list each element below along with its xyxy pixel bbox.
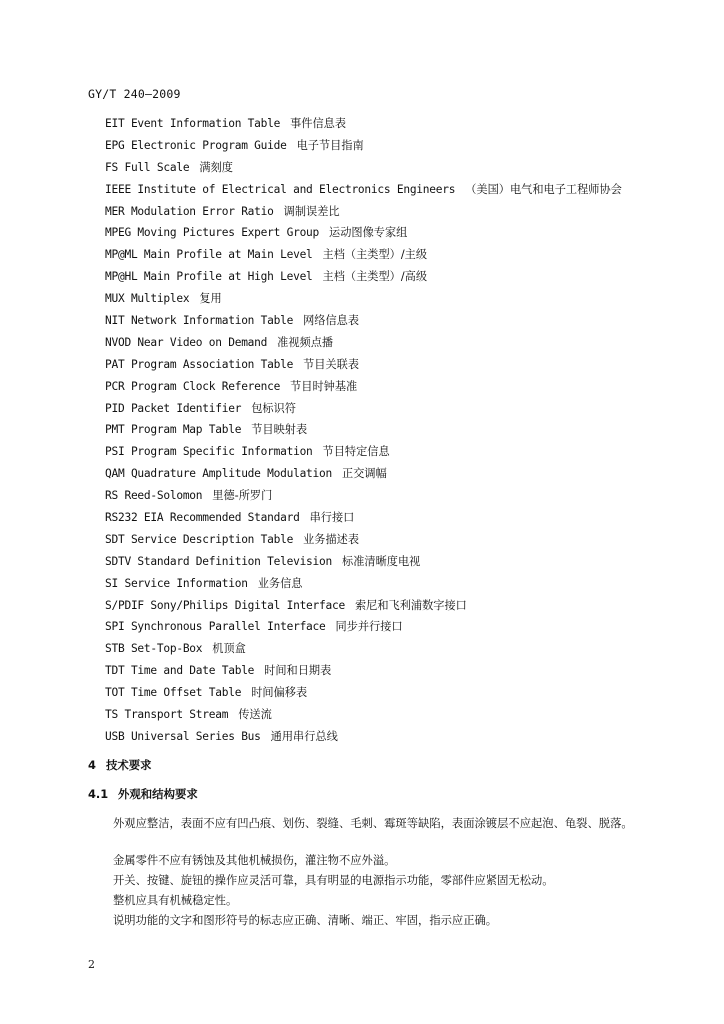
abbreviation-item: [105, 707, 622, 729]
abbreviation-item: [105, 357, 622, 379]
abbreviation-chinese: 标准清晰度电视: [342, 554, 421, 568]
abbreviation-item: [105, 619, 622, 641]
document-header: GY/T 240—2009: [88, 87, 181, 101]
abbreviation-item: [105, 335, 622, 357]
abbreviation-term: IEEE Institute of Electrical and Electronics Engineers: [105, 182, 456, 196]
abbreviation-term: NIT Network Information Table: [105, 314, 294, 328]
abbreviation-item: [105, 532, 622, 554]
abbreviation-item: [105, 225, 622, 247]
page-number: 2: [88, 958, 95, 971]
abbreviation-term: MP@HL Main Profile at High Level: [105, 270, 313, 284]
abbreviation-item: [105, 160, 622, 182]
abbreviation-chinese: 满刻度: [199, 160, 233, 174]
abbreviation-item: [105, 444, 622, 466]
abbreviation-chinese: 主档（主类型）/高级: [322, 270, 428, 284]
abbreviation-term: QAM Quadrature Amplitude Modulation: [105, 467, 332, 481]
abbreviation-term: SDT Service Description Table: [105, 532, 294, 546]
abbreviation-chinese: 包标识符: [251, 401, 296, 415]
abbreviation-term: MUX Multiplex: [105, 292, 190, 306]
abbreviation-term: PID Packet Identifier: [105, 401, 242, 415]
abbreviation-item: [105, 247, 622, 269]
abbreviation-chinese: 节目关联表: [303, 357, 360, 371]
body-paragraph: 整机应具有机械稳定性。: [113, 894, 238, 907]
abbreviation-chinese: 网络信息表: [303, 314, 360, 328]
abbreviation-term: TOT Time Offset Table: [105, 686, 242, 700]
abbreviation-chinese: 串行接口: [309, 511, 355, 525]
abbreviation-item: [105, 598, 622, 620]
abbreviation-item: [105, 313, 622, 335]
abbreviation-term: PCR Program Clock Reference: [105, 379, 281, 393]
section-title: 技术要求: [106, 758, 152, 772]
abbreviation-chinese: 机顶盒: [212, 642, 246, 656]
abbreviation-chinese: 业务信息: [257, 576, 303, 590]
abbreviation-term: TS Transport Stream: [105, 708, 229, 722]
body-paragraph: 外观应整洁，表面不应有凹凸痕、划伤、裂缝、毛刺、霉斑等缺陷，表面涂镀层不应起泡、龟裂、脱落。: [113, 817, 633, 830]
abbreviation-term: MP@ML Main Profile at Main Level: [105, 248, 313, 262]
abbreviation-item: [105, 401, 622, 423]
abbreviation-item: [105, 685, 622, 707]
abbreviation-chinese: 正交调幅: [342, 467, 387, 481]
abbreviation-item: [105, 291, 622, 313]
abbreviation-item: [105, 641, 622, 663]
abbreviation-term: MPEG Moving Pictures Expert Group: [105, 226, 320, 240]
abbreviation-term: SPI Synchronous Parallel Interface: [105, 620, 326, 634]
abbreviation-chinese: 复用: [199, 292, 222, 306]
abbreviation-term: USB Universal Series Bus: [105, 729, 261, 743]
abbreviation-term: RS232 EIA Recommended Standard: [105, 511, 300, 525]
abbreviation-term: MER Modulation Error Ratio: [105, 204, 274, 218]
section-number: 4: [88, 758, 96, 772]
abbreviation-chinese: 电子节目指南: [296, 138, 364, 152]
abbreviation-chinese: 通用串行总线: [270, 729, 338, 743]
abbreviation-item: [105, 422, 622, 444]
abbreviation-chinese: 运动图像专家组: [329, 226, 408, 240]
abbreviation-item: [105, 576, 622, 598]
section-title: 外观和结构要求: [118, 787, 198, 801]
abbreviation-item: [105, 138, 622, 160]
abbreviation-term: STB Set-Top-Box: [105, 642, 203, 656]
abbreviation-term: PMT Program Map Table: [105, 423, 242, 437]
abbreviation-chinese: 事件信息表: [290, 117, 347, 130]
abbreviation-chinese: 索尼和飞利浦数字接口: [354, 598, 467, 612]
section-heading-4-1: [88, 786, 198, 802]
abbreviation-item: [105, 663, 622, 685]
abbreviation-term: NVOD Near Video on Demand: [105, 335, 268, 349]
abbreviation-item: [105, 182, 622, 204]
abbreviation-item: [105, 466, 622, 488]
abbreviation-chinese: 调制误差比: [283, 204, 340, 218]
abbreviation-chinese: （美国）电气和电子工程师协会: [465, 182, 622, 196]
abbreviation-item: [105, 488, 622, 510]
abbreviation-item: [105, 204, 622, 226]
abbreviation-item: [105, 269, 622, 291]
abbreviation-list: [105, 116, 622, 751]
abbreviation-term: SDTV Standard Definition Television: [105, 554, 332, 568]
abbreviation-term: EIT Event Information Table: [105, 117, 281, 130]
abbreviation-term: FS Full Scale: [105, 160, 190, 174]
abbreviation-chinese: 节目时钟基准: [290, 379, 358, 393]
abbreviation-chinese: 节目映射表: [251, 423, 308, 437]
abbreviation-chinese: 准视频点播: [277, 335, 334, 349]
abbreviation-item: [105, 554, 622, 576]
abbreviation-chinese: 业务描述表: [303, 532, 360, 546]
body-paragraph: 金属零件不应有锈蚀及其他机械损伤，灌注物不应外溢。: [113, 854, 396, 867]
body-paragraph: 开关、按键、旋钮的操作应灵活可靠，具有明显的电源指示功能，零部件应紧固无松动。: [113, 874, 554, 887]
abbreviation-chinese: 时间和日期表: [264, 664, 332, 678]
body-paragraph: 说明功能的文字和图形符号的标志应正确、清晰、端正、牢固，指示应正确。: [113, 914, 498, 927]
abbreviation-chinese: 主档（主类型）/主级: [322, 248, 428, 262]
abbreviation-term: SI Service Information: [105, 576, 248, 590]
abbreviation-term: RS Reed-Solomon: [105, 489, 203, 503]
abbreviation-item: [105, 729, 622, 751]
abbreviation-chinese: 时间偏移表: [251, 686, 308, 700]
abbreviation-term: PSI Program Specific Information: [105, 445, 313, 459]
abbreviation-term: TDT Time and Date Table: [105, 664, 255, 678]
abbreviation-item: [105, 510, 622, 532]
section-heading-4: [88, 757, 152, 773]
abbreviation-item: [105, 116, 622, 138]
abbreviation-chinese: 同步并行接口: [335, 620, 403, 634]
abbreviation-term: S/PDIF Sony/Philips Digital Interface: [105, 598, 345, 612]
abbreviation-item: [105, 379, 622, 401]
section-number: 4.1: [88, 787, 109, 801]
abbreviation-chinese: 里德-所罗门: [212, 489, 273, 503]
abbreviation-chinese: 传送流: [238, 708, 272, 722]
abbreviation-chinese: 节目特定信息: [322, 445, 390, 459]
abbreviation-term: EPG Electronic Program Guide: [105, 138, 287, 152]
abbreviation-term: PAT Program Association Table: [105, 357, 294, 371]
